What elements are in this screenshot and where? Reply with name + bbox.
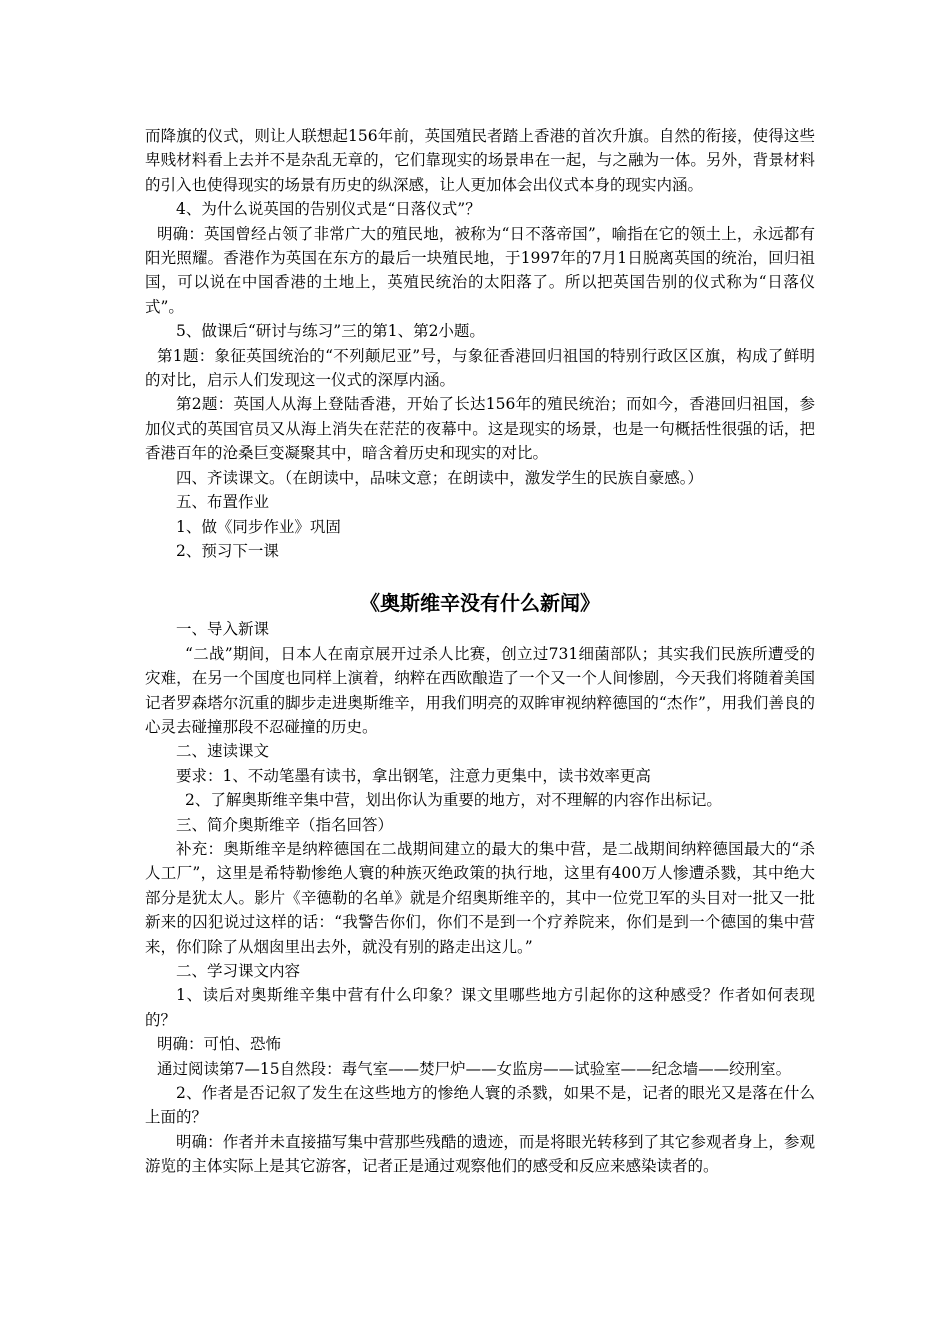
heading-auschwitz-intro: 三、简介奥斯维辛（指名回答） xyxy=(176,815,394,834)
section-heading-read-aloud: 四、齐读课文。（在朗读中，品味文意；在朗读中，激发学生的民族自豪感。） xyxy=(176,468,704,487)
study-answer-1-detail: 通过阅读第7—15自然段：毒气室——焚尸炉——女监房——试验室——纪念墙——绞刑室。 xyxy=(157,1059,792,1078)
answer-4: 明确：英国曾经占领了非常广大的殖民地，被称为“日不落帝国”，喻指在它的领土上，永远都有阳光照耀。香港作为英国在东方的最后一块殖民地，于1997年的7月1日脱离英国的统治，回归祖国，可以说在中国香港的土地上，英殖民统治的太阳落了。所以把英国告别的仪式称为“日落仪式”。 xyxy=(145,224,815,316)
requirement-1: 要求：1、不动笔墨有读书，拿出钢笔，注意力更集中，读书效率更高 xyxy=(176,766,651,785)
study-answer-1: 明确：可怕、恐怖 xyxy=(157,1035,282,1054)
paragraph-ceremony-context: 而降旗的仪式，则让人联想起156年前，英国殖民者踏上香港的首次升旗。自然的衔接，使得这些卑贱材料看上去并不是杂乱无章的，它们靠现实的场景串在一起，与之融为一体。另外，背景材料的引入也使得现实的场景有历史的纵深感，让人更加体会出仪式本身的现实内涵。 xyxy=(145,127,815,194)
question-4: 4、为什么说英国的告别仪式是“日落仪式”？ xyxy=(176,200,481,219)
heading-speed-reading: 二、速读课文 xyxy=(176,742,270,761)
paragraph-introduction: “二战”期间，日本人在南京展开过杀人比赛，创立过731细菌部队；其实我们民族所遭受的灾难，在另一个国度也同样上演着，纳粹在西欧酿造了一个又一个人间惨剧，今天我们将随着美国记者罗森塔尔沉重的脚步走进奥斯维辛，用我们明亮的双眸审视纳粹德国的“杰作”，用我们善良的心灵去碰撞那段不忍碰撞的历史。 xyxy=(145,644,815,736)
exercise-1-answer: 第1题：象征英国统治的“不列颠尼亚”号，与象征香港回归祖国的特别行政区区旗，构成了鲜明的对比，启示人们发现这一仪式的深厚内涵。 xyxy=(145,346,815,390)
section-heading-homework: 五、布置作业 xyxy=(176,493,270,512)
requirement-2: 2、了解奥斯维辛集中营，划出你认为重要的地方，对不理解的内容作出标记。 xyxy=(185,791,722,810)
lesson-title: 《奥斯维辛没有什么新闻》 xyxy=(360,591,600,616)
study-question-2: 2、作者是否记叙了发生在这些地方的惨绝人寰的杀戮，如果不是，记者的眼光又是落在什么上面的？ xyxy=(145,1084,815,1127)
heading-study-content: 二、学习课文内容 xyxy=(176,962,301,980)
homework-item-1: 1、做《同步作业》巩固 xyxy=(176,517,341,536)
question-5: 5、做课后“研讨与练习”三的第1、第2小题。 xyxy=(176,322,485,341)
document-page xyxy=(145,124,815,1179)
study-question-1: 1、读后对奥斯维辛集中营有什么印象？课文里哪些地方引起你的这种感受？作者如何表现的？ xyxy=(145,986,815,1029)
homework-item-2: 2、预习下一课 xyxy=(176,541,279,560)
paragraph-supplement: 补充：奥斯维辛是纳粹德国在二战期间建立的最大的集中营，是二战期间纳粹德国最大的“杀人工厂”，这里是希特勒惨绝人寰的种族灭绝政策的执行地，这里有400万人惨遭杀戮，其中绝大部分是犹太人。影片《辛德勒的名单》就是介绍奥斯维辛的，其中一位党卫军的头目对一批又一批新来的囚犯说过这样的话：“我警告你们，你们不是到一个疗养院来，你们是到一个德国的集中营来，你们除了从烟囱里出去外，就没有别的路走出这儿。” xyxy=(145,839,815,956)
study-answer-2: 明确：作者并未直接描写集中营那些残酷的遗迹，而是将眼光转移到了其它参观者身上，参观游览的主体实际上是其它游客，记者正是通过观察他们的感受和反应来感染读者的。 xyxy=(145,1132,815,1176)
exercise-2-answer: 第2题：英国人从海上登陆香港，开始了长达156年的殖民统治；而如今，香港回归祖国，参加仪式的英国官员又从海上消失在茫茫的夜幕中。这是现实的场景，也是一句概括性很强的话，把香港百年的沧桑巨变凝聚其中，暗含着历史和现实的对比。 xyxy=(145,395,815,463)
heading-introduction: 一、导入新课 xyxy=(176,620,270,639)
